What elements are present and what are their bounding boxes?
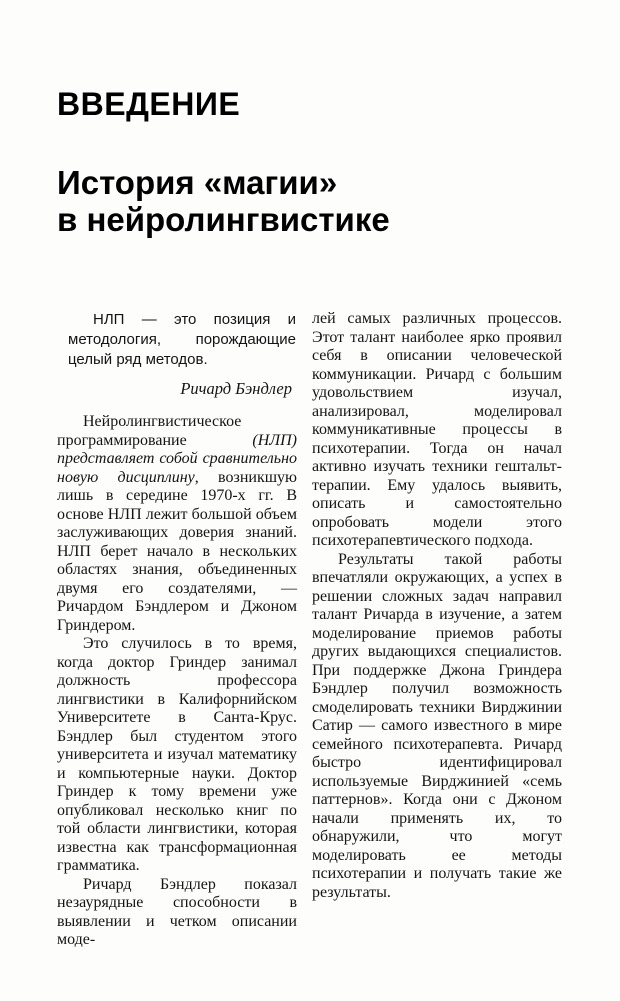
epigraph xyxy=(57,310,297,399)
chapter-title-line1: История «магии» xyxy=(57,164,338,201)
italic-text-run: (НЛП) представляет собой сравнительно новую дисциплину xyxy=(57,431,297,486)
left-column-paragraphs xyxy=(57,413,297,950)
text-run: Ричард Бэндлер показал незаурядные способности в выявлении и четком описании моде- xyxy=(57,875,297,948)
body-paragraph xyxy=(312,310,562,551)
text-run: , возникшую лишь в середине 1970-х гг. В основе НЛП лежит большой объем заслуживающих доверия знаний. НЛП берет начало в нескольких областях знания, объединенных двумя его создателями, — Ричардом Бэндлером и Джоном Гриндером. xyxy=(57,468,297,634)
chapter-title xyxy=(57,164,562,238)
body-paragraph xyxy=(57,876,297,950)
right-column xyxy=(312,310,562,950)
two-column-text xyxy=(57,310,562,950)
text-run: Это случилось в то время, когда доктор Гриндер занимал должность профессора лингвистики в Калифорнийском Университете в Санта-Крус. Бэндлер был студентом этого университета и изучал математику и компьютерные науки. Доктор Гриндер к тому времени уже опубликовал несколько книг по той области лингвистики, которая известна как трансформационная грамматика. xyxy=(57,635,297,874)
text-run: лей самых различных процессов. Этот талант наиболее ярко проявил себя в описании человеческой коммуникации. Ричард с большим удовольствием изучал, анализировал, моделировал коммуникативные процессы в психотерапии. Тогда он начал активно изучать техники гештальт-терапии. Ему удалось выявить, описать и самостоятельно опробовать модели этого психотерапевтического подхода. xyxy=(312,310,562,549)
body-paragraph xyxy=(312,551,562,903)
epigraph-author: Ричард Бэндлер xyxy=(180,379,292,398)
epigraph-text: НЛП — это позиция и методология, порождающие целый ряд методов. xyxy=(68,311,296,368)
body-paragraph xyxy=(57,413,297,635)
left-column xyxy=(57,310,297,950)
text-run: Результаты такой работы впечатляли окружающих, а успех в решении сложных задач направил талант Ричарда в изучение, а затем моделирование приемов работы других выдающихся специалистов. При поддержке Джона Гриндера Бэндлер получил возможность смоделировать техники Вирджинии Сатир — самого известного в мире семейного психотерапевта. Ричард быстро идентифицировал используемые Вирджинией «семь паттернов». Когда они с Джоном начали применять их, то обнаружили, что могут моделировать ее методы психотерапии и получать такие же результаты. xyxy=(312,550,562,901)
chapter-title-line2: в нейролингвистике xyxy=(57,201,390,238)
chapter-kicker: ВВЕДЕНИЕ xyxy=(57,86,241,122)
text-run: Нейролингвистическое программирование xyxy=(57,413,253,449)
body-paragraph xyxy=(57,635,297,876)
right-column-paragraphs xyxy=(312,310,562,902)
